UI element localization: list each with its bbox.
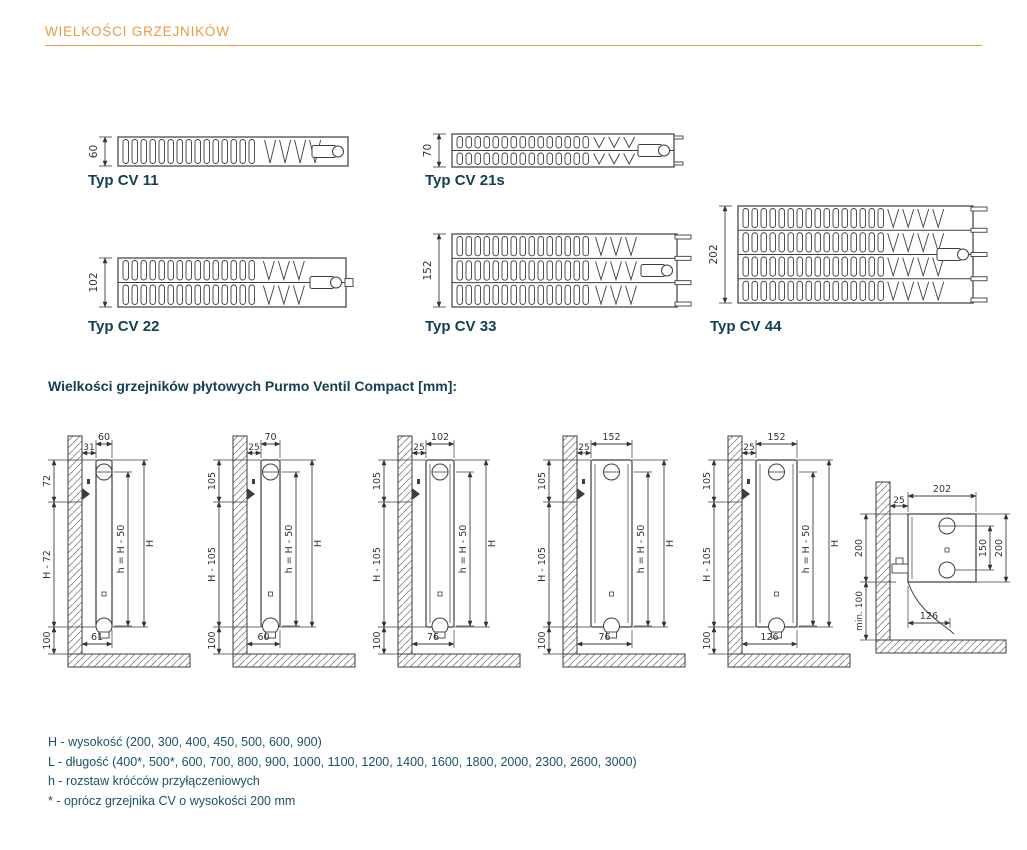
svg-text:126: 126 xyxy=(919,611,939,622)
svg-text:H: H xyxy=(665,539,676,548)
legend xyxy=(48,733,637,811)
svg-text:105: 105 xyxy=(702,471,713,491)
svg-text:152: 152 xyxy=(602,432,621,443)
svg-text:H - 105: H - 105 xyxy=(702,547,713,582)
side-diagram-cv21s xyxy=(203,422,368,695)
side-diagram-cv33 xyxy=(533,422,698,695)
svg-text:102: 102 xyxy=(88,272,100,293)
svg-text:25: 25 xyxy=(578,443,590,453)
header-rule xyxy=(45,45,982,46)
svg-text:200: 200 xyxy=(994,538,1005,558)
svg-text:150: 150 xyxy=(978,538,989,558)
legend-line-height: H - wysokość (200, 300, 400, 450, 500, 600, 900) xyxy=(48,735,322,749)
svg-text:60: 60 xyxy=(97,432,111,443)
svg-text:70: 70 xyxy=(422,143,434,158)
cross-section-cv22-label: Typ CV 22 xyxy=(88,318,160,335)
svg-text:200: 200 xyxy=(854,538,865,558)
svg-text:61: 61 xyxy=(90,632,104,643)
svg-text:105: 105 xyxy=(207,471,218,491)
svg-text:h = H - 50: h = H - 50 xyxy=(636,524,647,574)
svg-text:152: 152 xyxy=(767,432,786,443)
svg-text:72: 72 xyxy=(42,474,53,488)
svg-text:100: 100 xyxy=(702,631,713,650)
svg-text:25: 25 xyxy=(413,443,425,453)
svg-text:152: 152 xyxy=(422,260,434,281)
svg-text:70: 70 xyxy=(264,432,277,443)
side-diagram-cv44 xyxy=(698,422,863,695)
svg-text:h = H - 50: h = H - 50 xyxy=(458,524,469,574)
svg-text:60: 60 xyxy=(257,632,270,643)
side-diagram-cv11 xyxy=(38,422,203,695)
svg-text:100: 100 xyxy=(537,631,548,650)
svg-text:102: 102 xyxy=(430,432,450,443)
svg-text:60: 60 xyxy=(88,144,100,159)
cross-section-cv44-label: Typ CV 44 xyxy=(710,318,782,335)
svg-text:H - 105: H - 105 xyxy=(372,547,383,582)
svg-text:H: H xyxy=(487,539,498,548)
svg-text:100: 100 xyxy=(372,631,383,650)
dimensions-section-title: Wielkości grzejników płytowych Purmo Ventil Compact [mm]: xyxy=(48,378,458,394)
svg-text:100: 100 xyxy=(207,631,218,650)
cross-section-cv11-label: Typ CV 11 xyxy=(88,172,159,189)
side-diagram-cv22 xyxy=(368,422,533,695)
cross-section-cv33-figure xyxy=(414,227,699,321)
svg-text:25: 25 xyxy=(743,443,755,453)
svg-text:min. 100: min. 100 xyxy=(855,591,865,631)
svg-text:H: H xyxy=(145,539,156,548)
svg-text:31: 31 xyxy=(83,443,95,453)
svg-text:H - 105: H - 105 xyxy=(537,547,548,582)
svg-text:25: 25 xyxy=(893,496,905,506)
page-title: WIELKOŚCI GRZEJNIKÓW xyxy=(45,24,230,39)
svg-text:H: H xyxy=(313,539,324,548)
svg-text:202: 202 xyxy=(708,244,720,265)
cross-section-cv22-figure xyxy=(80,251,368,321)
svg-text:h = H - 50: h = H - 50 xyxy=(801,524,812,574)
svg-text:100: 100 xyxy=(42,631,53,650)
svg-text:202: 202 xyxy=(932,484,952,495)
svg-text:105: 105 xyxy=(537,471,548,491)
svg-text:76: 76 xyxy=(598,632,611,643)
svg-text:h = H - 50: h = H - 50 xyxy=(284,524,295,574)
legend-line-exception: * - oprócz grzejnika CV o wysokości 200 mm xyxy=(48,793,296,808)
svg-text:25: 25 xyxy=(248,443,260,453)
svg-text:H - 72: H - 72 xyxy=(42,550,53,579)
cross-section-cv33-label: Typ CV 33 xyxy=(425,318,497,335)
svg-text:H - 105: H - 105 xyxy=(207,547,218,582)
cross-section-cv44-figure xyxy=(700,199,995,317)
legend-line-length: L - długość (400*, 500*, 600, 700, 800, 900, 1000, 1100, 1200, 1400, 1600, 1800, 2000, 2300, 2600, 3000) xyxy=(48,754,637,769)
svg-text:126: 126 xyxy=(760,632,779,643)
svg-text:h = H - 50: h = H - 50 xyxy=(116,524,127,574)
legend-line-spacing: h - rozstaw króćców przyłączeniowych xyxy=(48,774,260,788)
detail-diagram-cv44-h200 xyxy=(852,422,1024,695)
svg-text:76: 76 xyxy=(426,632,440,643)
svg-text:H: H xyxy=(830,539,841,548)
svg-text:105: 105 xyxy=(372,471,383,491)
cross-section-cv21s-label: Typ CV 21s xyxy=(425,172,505,189)
